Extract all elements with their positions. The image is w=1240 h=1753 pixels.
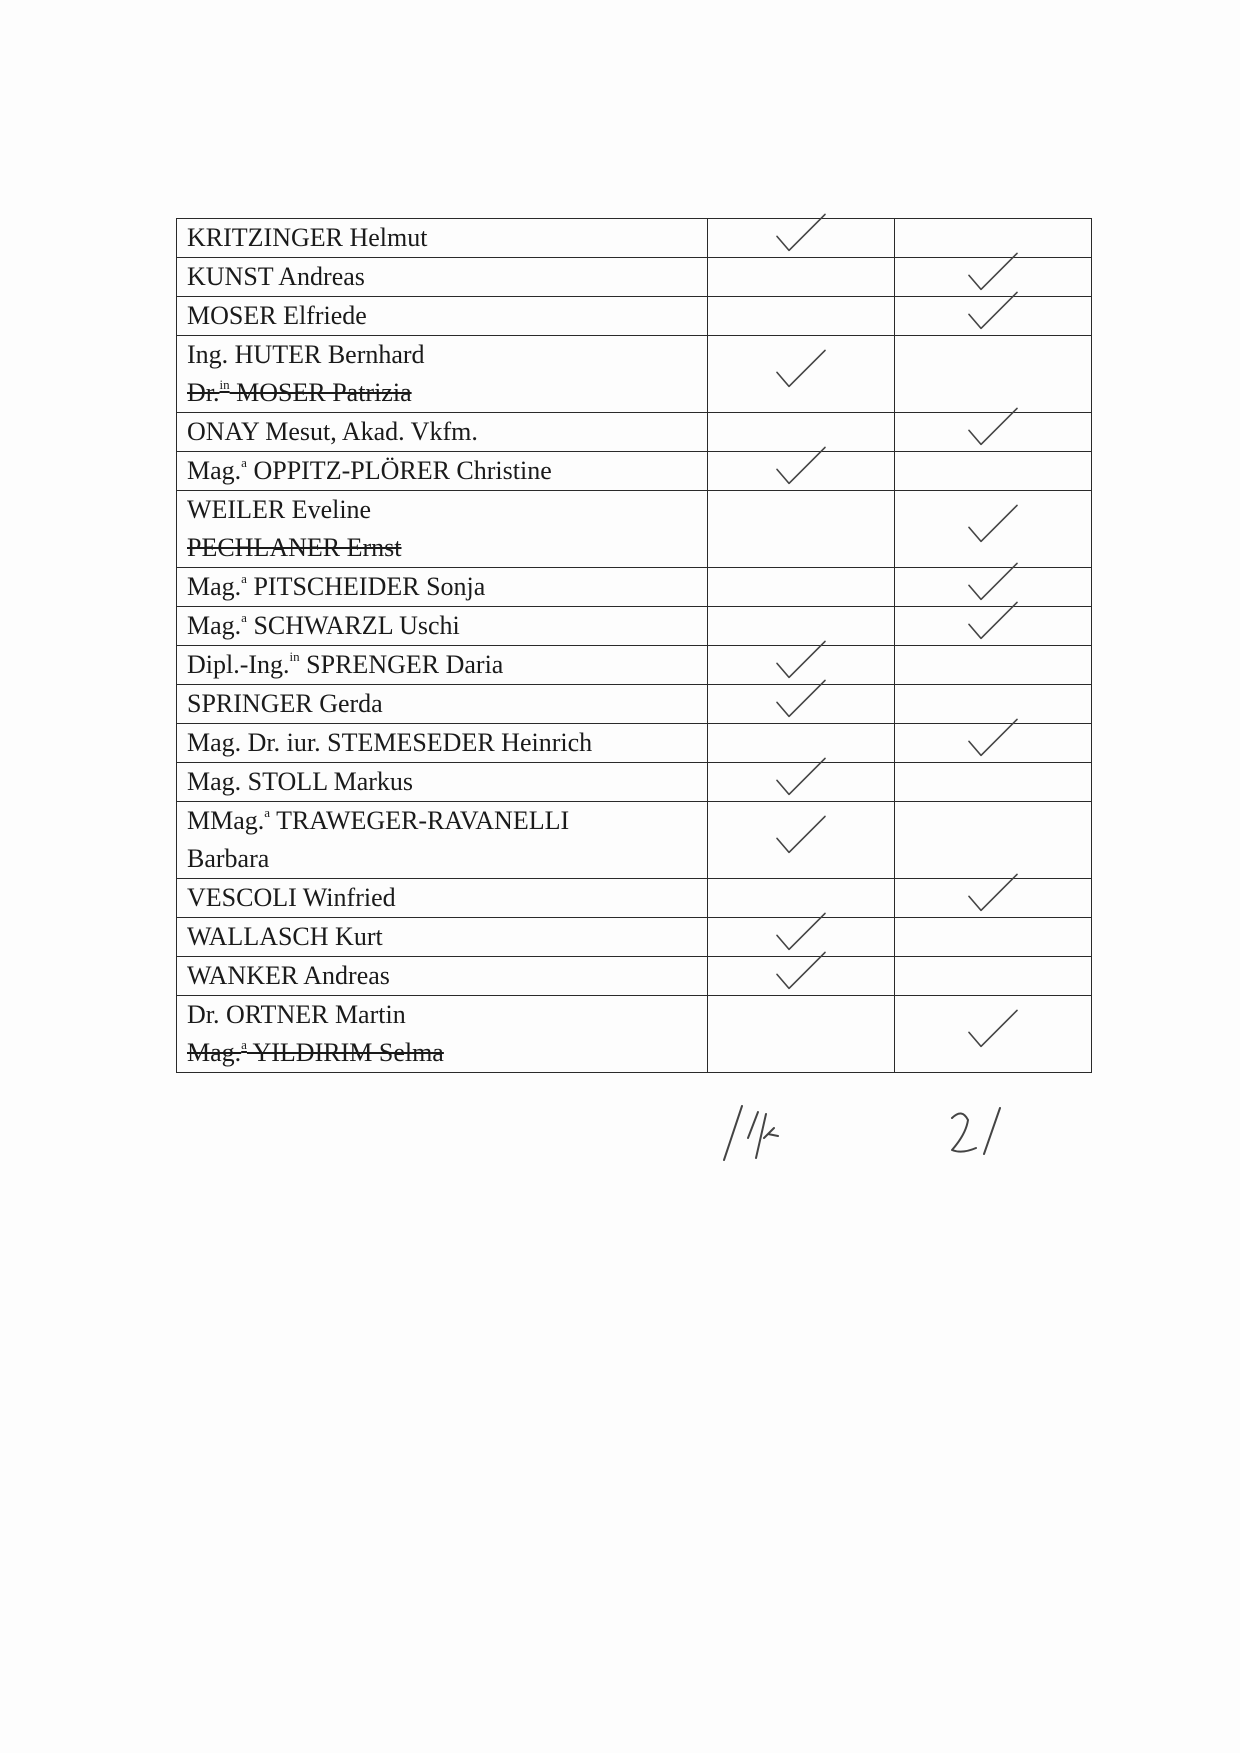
- handwritten-total-yes: [708, 1098, 828, 1168]
- no-cell: [895, 918, 1092, 957]
- struck-name: Mag.$^a$ YILDIRIM Selma: [187, 1037, 444, 1067]
- member-name: VESCOLI Winfried: [187, 883, 396, 912]
- yes-cell: [708, 336, 895, 413]
- yes-cell: [708, 568, 895, 607]
- table-row: [177, 996, 1092, 1073]
- no-cell: [895, 763, 1092, 802]
- member-name: KUNST Andreas: [187, 262, 365, 291]
- member-name: WEILER Eveline: [187, 495, 372, 524]
- member-name: SPRINGER Gerda: [187, 689, 383, 718]
- check-mark-icon: [771, 948, 831, 994]
- no-cell: [895, 802, 1092, 879]
- name-cell: [177, 802, 708, 879]
- name-cell: [177, 957, 708, 996]
- member-name: Mag.$^a$ SCHWARZL Uschi: [187, 610, 460, 640]
- member-name: MOSER Elfriede: [187, 301, 367, 330]
- yes-cell: [708, 219, 895, 258]
- name-cell: [177, 219, 708, 258]
- member-name: ONAY Mesut, Akad. Vkfm.: [187, 417, 478, 446]
- table-row: [177, 336, 1092, 413]
- member-name: KRITZINGER Helmut: [187, 223, 428, 252]
- check-mark-icon: [963, 1006, 1023, 1052]
- check-mark-icon: [771, 754, 831, 800]
- table-row: [177, 607, 1092, 646]
- member-name: WANKER Andreas: [187, 961, 390, 990]
- table-row: [177, 258, 1092, 297]
- table-row: [177, 646, 1092, 685]
- name-cell: [177, 491, 708, 568]
- struck-name: Dr.$^{in}$ MOSER Patrizia: [187, 377, 412, 407]
- yes-cell: [708, 685, 895, 724]
- check-mark-icon: [963, 870, 1023, 916]
- yes-cell: [708, 802, 895, 879]
- table-row: [177, 452, 1092, 491]
- no-cell: [895, 957, 1092, 996]
- member-name: Mag. Dr. iur. STEMESEDER Heinrich: [187, 728, 593, 757]
- name-cell: [177, 879, 708, 918]
- member-name: Mag. STOLL Markus: [187, 767, 414, 796]
- member-name: Barbara: [187, 844, 270, 873]
- check-mark-icon: [963, 598, 1023, 644]
- no-cell: [895, 607, 1092, 646]
- check-mark-icon: [771, 210, 831, 256]
- check-mark-icon: [963, 715, 1023, 761]
- name-cell: [177, 297, 708, 336]
- name-cell: [177, 996, 708, 1073]
- member-name: Dr. ORTNER Martin: [187, 1000, 406, 1029]
- no-cell: [895, 879, 1092, 918]
- name-cell: [177, 413, 708, 452]
- name-cell: [177, 258, 708, 297]
- table-row: [177, 724, 1092, 763]
- table-row: [177, 879, 1092, 918]
- member-name: MMag.$^a$ TRAWEGER-RAVANELLI: [187, 805, 570, 835]
- name-cell: [177, 685, 708, 724]
- member-name: Mag.$^a$ PITSCHEIDER Sonja: [187, 571, 486, 601]
- member-name: Ing. HUTER Bernhard: [187, 340, 425, 369]
- yes-cell: [708, 996, 895, 1073]
- no-cell: [895, 452, 1092, 491]
- check-mark-icon: [771, 346, 831, 392]
- struck-name: PECHLANER Ernst: [187, 533, 402, 562]
- table-row: [177, 568, 1092, 607]
- no-cell: [895, 724, 1092, 763]
- name-cell: [177, 646, 708, 685]
- member-name: Mag.$^a$ OPPITZ-PLÖRER Christine: [187, 455, 552, 485]
- check-mark-icon: [963, 288, 1023, 334]
- no-cell: [895, 297, 1092, 336]
- member-name: WALLASCH Kurt: [187, 922, 383, 951]
- yes-cell: [708, 297, 895, 336]
- check-mark-icon: [771, 812, 831, 858]
- vote-table-body: [177, 219, 1092, 1073]
- table-row: [177, 802, 1092, 879]
- no-cell: [895, 336, 1092, 413]
- yes-cell: [708, 491, 895, 568]
- no-cell: [895, 996, 1092, 1073]
- name-cell: [177, 724, 708, 763]
- vote-table: [176, 218, 1092, 1073]
- yes-cell: [708, 957, 895, 996]
- name-cell: [177, 568, 708, 607]
- check-mark-icon: [963, 404, 1023, 450]
- check-mark-icon: [963, 501, 1023, 547]
- table-row: [177, 219, 1092, 258]
- no-cell: [895, 413, 1092, 452]
- no-cell: [895, 646, 1092, 685]
- name-cell: [177, 918, 708, 957]
- name-cell: [177, 763, 708, 802]
- check-mark-icon: [771, 676, 831, 722]
- name-cell: [177, 452, 708, 491]
- name-cell: [177, 336, 708, 413]
- member-name: Dipl.-Ing.$^{in}$ SPRENGER Daria: [187, 649, 504, 679]
- yes-cell: [708, 763, 895, 802]
- yes-cell: [708, 452, 895, 491]
- table-row: [177, 918, 1092, 957]
- handwritten-total-no: [940, 1098, 1060, 1168]
- no-cell: [895, 491, 1092, 568]
- table-row: [177, 763, 1092, 802]
- yes-cell: [708, 258, 895, 297]
- table-row: [177, 491, 1092, 568]
- name-cell: [177, 607, 708, 646]
- table-row: [177, 685, 1092, 724]
- table-row: [177, 413, 1092, 452]
- check-mark-icon: [771, 443, 831, 489]
- table-row: [177, 957, 1092, 996]
- table-row: [177, 297, 1092, 336]
